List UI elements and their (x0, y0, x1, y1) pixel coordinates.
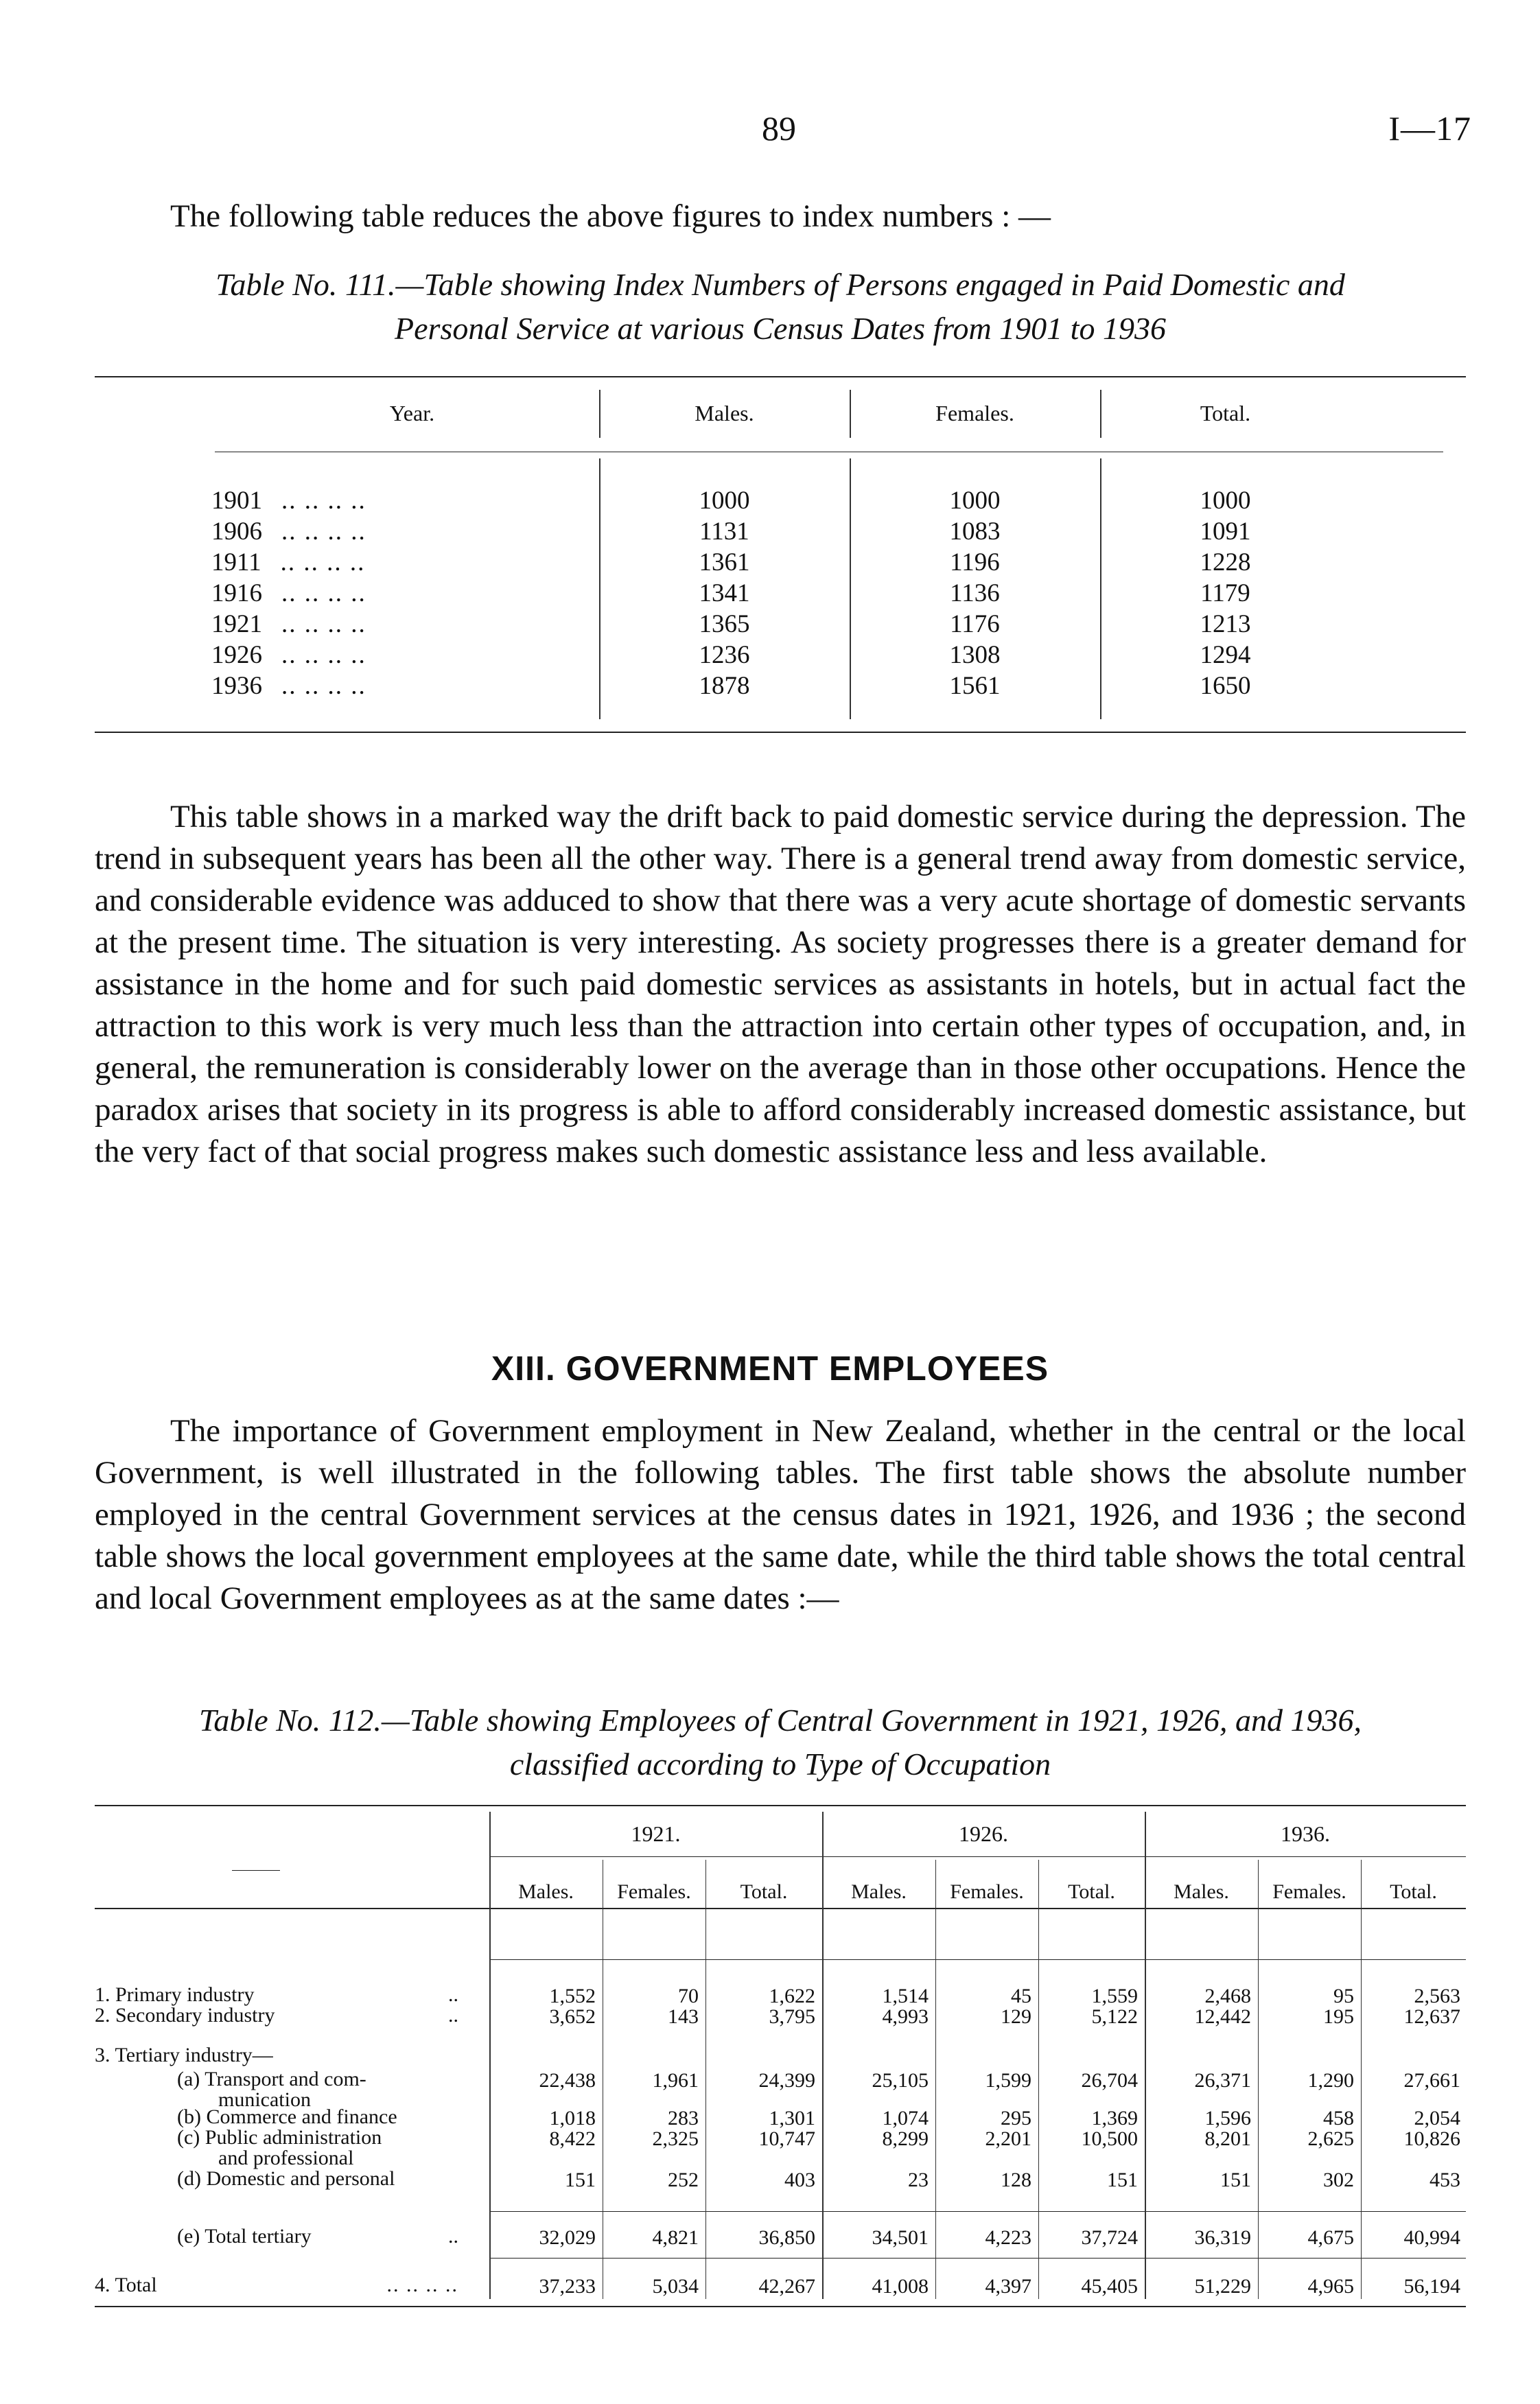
table112-row-label (95, 1985, 479, 2005)
table112-cell: 2,563 (1414, 1985, 1460, 2007)
table112-cell: 26,371 (1194, 2069, 1251, 2092)
table112-cell: 1,301 (769, 2107, 815, 2129)
table111-header-year: Year. (389, 401, 435, 425)
table111-year-value: 1926 (211, 641, 262, 669)
table112-subheader: Total. (1390, 1880, 1437, 1903)
table112-cell: 23 (908, 2169, 929, 2191)
table112-cell: 10,826 (1403, 2127, 1460, 2150)
table112-subheader: Females. (617, 1880, 691, 1903)
table112-row-label (177, 2226, 479, 2247)
table111-row-year (211, 579, 585, 608)
table112-leader-dots: .. (448, 2004, 458, 2027)
table112-cell: 2,468 (1204, 1985, 1251, 2007)
table112-row-label (95, 2045, 479, 2066)
table111-cell-total: 1213 (1200, 610, 1251, 638)
table112-cell: 32,029 (539, 2226, 596, 2249)
table112-cell: 1,599 (985, 2069, 1031, 2092)
table112-year-1936: 1936. (1281, 1821, 1330, 1846)
table112-cell: 2,201 (985, 2127, 1031, 2150)
paragraph-government-employment: The importance of Government employment in New Zealand, whether in the central or the local Government, is well illustrated in the following tables. The first table shows the absolute number employed in the central Government services at the census dates in 1921, 1926, and 1936 ; the second table shows the local government employees at the same date, while the third table shows the total central and local Government employees as at the same dates :— (95, 1413, 1466, 1616)
table111-header-total: Total. (1200, 401, 1251, 425)
table112-label-continuation: munication (218, 2088, 311, 2111)
table112-caption-line1: Table No. 112.—Table showing Employees of Central Government in 1921, 1926, and 1936, (199, 1703, 1362, 1738)
table112-label-continuation: and professional (218, 2147, 354, 2169)
table112-cell: 4,993 (882, 2005, 929, 2028)
table111-cell-females: 1083 (949, 517, 1001, 546)
table111-row-year (211, 609, 585, 639)
table111-year-value: 1921 (211, 610, 262, 638)
table112-cell: 56,194 (1403, 2275, 1460, 2298)
table111-caption-line1: Table No. 111.—Table showing Index Numbers of Persons engaged in Paid Domestic and (215, 267, 1345, 302)
table111-row-year (211, 486, 585, 515)
table111-leader-dots: .. .. .. .. (281, 579, 366, 607)
table112-cell: 26,704 (1081, 2069, 1138, 2092)
table112-cell: 1,074 (882, 2107, 929, 2129)
table112-cell: 283 (668, 2107, 699, 2129)
table112-cell: 143 (668, 2005, 699, 2028)
table112-cell: 70 (678, 1985, 699, 2007)
table112 (95, 1805, 1466, 2326)
table112-cell: 195 (1323, 2005, 1354, 2028)
table112-caption (95, 1699, 1466, 1786)
table111-year-value: 1911 (211, 548, 261, 576)
table111-cell-females: 1000 (949, 487, 1001, 515)
table111-cell-females: 1176 (950, 610, 1000, 638)
table111-year-value: 1906 (211, 517, 262, 546)
table111-cell-females: 1136 (950, 579, 1000, 607)
table112-cell: 22,438 (539, 2069, 596, 2092)
table112-subheader: Males. (1174, 1880, 1229, 1903)
table112-cell: 37,724 (1081, 2226, 1138, 2249)
table112-cell: 95 (1333, 1985, 1354, 2007)
table111-caption-line2: Personal Service at various Census Dates from 1901 to 1936 (395, 311, 1166, 346)
table112-cell: 2,625 (1307, 2127, 1354, 2150)
table112-cell: 151 (1107, 2169, 1138, 2191)
page-number: 89 (762, 109, 796, 148)
table112-cell: 51,229 (1194, 2275, 1251, 2298)
table112-row-label (177, 2169, 479, 2189)
table112-cell: 151 (1220, 2169, 1251, 2191)
table111-cell-total: 1179 (1200, 579, 1250, 607)
table112-subheader: Males. (851, 1880, 907, 1903)
table112-label-text: (d) Domestic and personal (177, 2167, 395, 2190)
table112-label-text: (a) Transport and com- (177, 2068, 366, 2090)
table112-row-label (95, 2275, 479, 2296)
table111-cell-males: 1131 (699, 517, 749, 546)
table111-cell-males: 1000 (699, 487, 750, 515)
table112-row-label (177, 2107, 479, 2127)
table112-subheader: Total. (740, 1880, 788, 1903)
table112-cell: 24,399 (758, 2069, 815, 2092)
table112-label-text: 4. Total (95, 2274, 157, 2296)
table112-cell: 1,596 (1204, 2107, 1251, 2129)
table112-cell: 36,319 (1194, 2226, 1251, 2249)
table111-row-year (211, 640, 585, 670)
table112-label-text: 3. Tertiary industry— (95, 2044, 273, 2066)
table111-row-year (211, 517, 585, 546)
table111-cell-males: 1878 (699, 672, 750, 700)
table112-label-text: (e) Total tertiary (177, 2225, 312, 2248)
table111-leader-dots: .. .. .. .. (281, 517, 366, 546)
document-code: I—17 (1388, 109, 1471, 148)
table112-cell: 25,105 (872, 2069, 929, 2092)
table111 (95, 376, 1466, 740)
table111-cell-males: 1365 (699, 610, 750, 638)
table112-cell: 8,201 (1204, 2127, 1251, 2150)
table112-cell: 4,223 (985, 2226, 1031, 2249)
table112-row-label (95, 2005, 479, 2026)
table112-cell: 10,500 (1081, 2127, 1138, 2150)
table112-label-text: 1. Primary industry (95, 1983, 255, 2006)
table111-year-value: 1901 (211, 487, 262, 515)
table111-header-females: Females. (935, 401, 1014, 425)
paragraph-domestic-service: This table shows in a marked way the drift back to paid domestic service during the depression. The trend in subsequent years has been all the other way. There is a general trend away from domestic service, and considerable evidence was adduced to show that there was a very acute shortage of domestic servants at the present time. The situation is very interesting. As society progresses there is a greater demand for assistance in the home and for such paid domestic services as assistants in hotels, but in actual fact the attraction to this work is very much less than the attraction into certain other types of occupation, and, in general, the remuneration is considerably lower on the average than in those other occupations. Hence the paradox arises that society in its progress is able to afford considerably increased domestic assistance, but the very fact of that social progress makes such domestic assistance less and less available. (95, 799, 1466, 1169)
table112-subheader: Females. (950, 1880, 1024, 1903)
table112-label-text: (c) Public administration (177, 2126, 382, 2149)
table112-cell: 42,267 (758, 2275, 815, 2298)
table111-cell-total: 1228 (1200, 548, 1251, 576)
table111-cell-males: 1341 (699, 579, 750, 607)
table112-cell: 8,299 (882, 2127, 929, 2150)
table112-cell: 1,514 (882, 1985, 929, 2007)
table111-cell-total: 1091 (1200, 517, 1251, 546)
table112-subheader: Females. (1272, 1880, 1346, 1903)
table111-year-value: 1936 (211, 672, 262, 700)
table111-cell-females: 1308 (949, 641, 1001, 669)
table111-year-value: 1916 (211, 579, 262, 607)
table112-cell: 12,637 (1403, 2005, 1460, 2028)
table111-cell-males: 1236 (699, 641, 750, 669)
table112-cell: 34,501 (872, 2226, 929, 2249)
table112-cell: 12,442 (1194, 2005, 1251, 2028)
table111-leader-dots: .. .. .. .. (281, 641, 366, 669)
table112-cell: 1,961 (652, 2069, 699, 2092)
intro-sentence: The following table reduces the above figures to index numbers : — (170, 198, 1051, 234)
table112-cell: 5,034 (652, 2275, 699, 2298)
table111-cell-females: 1196 (950, 548, 1000, 576)
table111-cell-total: 1000 (1200, 487, 1251, 515)
table112-cell: 1,018 (549, 2107, 596, 2129)
table112-row-label (177, 2127, 479, 2169)
table111-header-males: Males. (695, 401, 754, 425)
table112-cell: 5,122 (1091, 2005, 1138, 2028)
table112-cell: 453 (1430, 2169, 1460, 2191)
table112-cell: 37,233 (539, 2275, 596, 2298)
table112-cell: 41,008 (872, 2275, 929, 2298)
table111-cell-females: 1561 (949, 672, 1001, 700)
table112-cell: 128 (1001, 2169, 1031, 2191)
table111-row-year (211, 548, 585, 577)
table112-cell: 252 (668, 2169, 699, 2191)
table112-row-label (177, 2069, 479, 2110)
table112-year-1926: 1926. (959, 1821, 1008, 1846)
table111-cell-total: 1294 (1200, 641, 1251, 669)
table112-cell: 403 (784, 2169, 815, 2191)
table111-leader-dots: .. .. .. .. (281, 672, 366, 700)
table112-cell: 302 (1323, 2169, 1354, 2191)
table111-leader-dots: .. .. .. .. (281, 487, 366, 515)
table112-cell: 4,397 (985, 2275, 1031, 2298)
table111-row-year (211, 671, 585, 701)
table112-cell: 2,325 (652, 2127, 699, 2150)
table112-year-1921: 1921. (631, 1821, 681, 1846)
table112-cell: 3,795 (769, 2005, 815, 2028)
table112-caption-line2: classified according to Type of Occupation (509, 1747, 1051, 1782)
table111-cell-males: 1361 (699, 548, 750, 576)
table112-cell: 45 (1011, 1985, 1031, 2007)
table112-label-text: 2. Secondary industry (95, 2004, 275, 2027)
table112-cell: 40,994 (1403, 2226, 1460, 2249)
table112-leader-dots: .. (448, 2225, 458, 2248)
table112-cell: 1,552 (549, 1985, 596, 2007)
table112-cell: 151 (565, 2169, 596, 2191)
table112-cell: 295 (1001, 2107, 1031, 2129)
table112-cell: 1,290 (1307, 2069, 1354, 2092)
table111-leader-dots: .. .. .. .. (280, 548, 366, 576)
table112-cell: 1,622 (769, 1985, 815, 2007)
table112-cell: 1,559 (1091, 1985, 1138, 2007)
table112-cell: 45,405 (1081, 2275, 1138, 2298)
table112-cell: 3,652 (549, 2005, 596, 2028)
table112-cell: 2,054 (1414, 2107, 1460, 2129)
table112-label-text: (b) Commerce and finance (177, 2105, 397, 2128)
table112-cell: 129 (1001, 2005, 1031, 2028)
table112-cell: 1,369 (1091, 2107, 1138, 2129)
table112-cell: 36,850 (758, 2226, 815, 2249)
table111-cell-total: 1650 (1200, 672, 1251, 700)
section-heading: XIII. GOVERNMENT EMPLOYEES (491, 1349, 1049, 1388)
table112-leader-dots: .. (448, 1983, 458, 2006)
table112-cell: 8,422 (549, 2127, 596, 2150)
table111-caption (95, 263, 1466, 351)
table112-cell: 4,675 (1307, 2226, 1354, 2249)
table111-leader-dots: .. .. .. .. (281, 610, 366, 638)
table112-cell: 4,965 (1307, 2275, 1354, 2298)
table112-cell: 27,661 (1403, 2069, 1460, 2092)
table112-cell: 458 (1323, 2107, 1354, 2129)
table112-cell: 4,821 (652, 2226, 699, 2249)
table112-leader-dots: .. .. .. .. (386, 2274, 458, 2296)
table112-subheader: Total. (1068, 1880, 1115, 1903)
table112-subheader: Males. (518, 1880, 574, 1903)
table112-cell: 10,747 (758, 2127, 815, 2150)
